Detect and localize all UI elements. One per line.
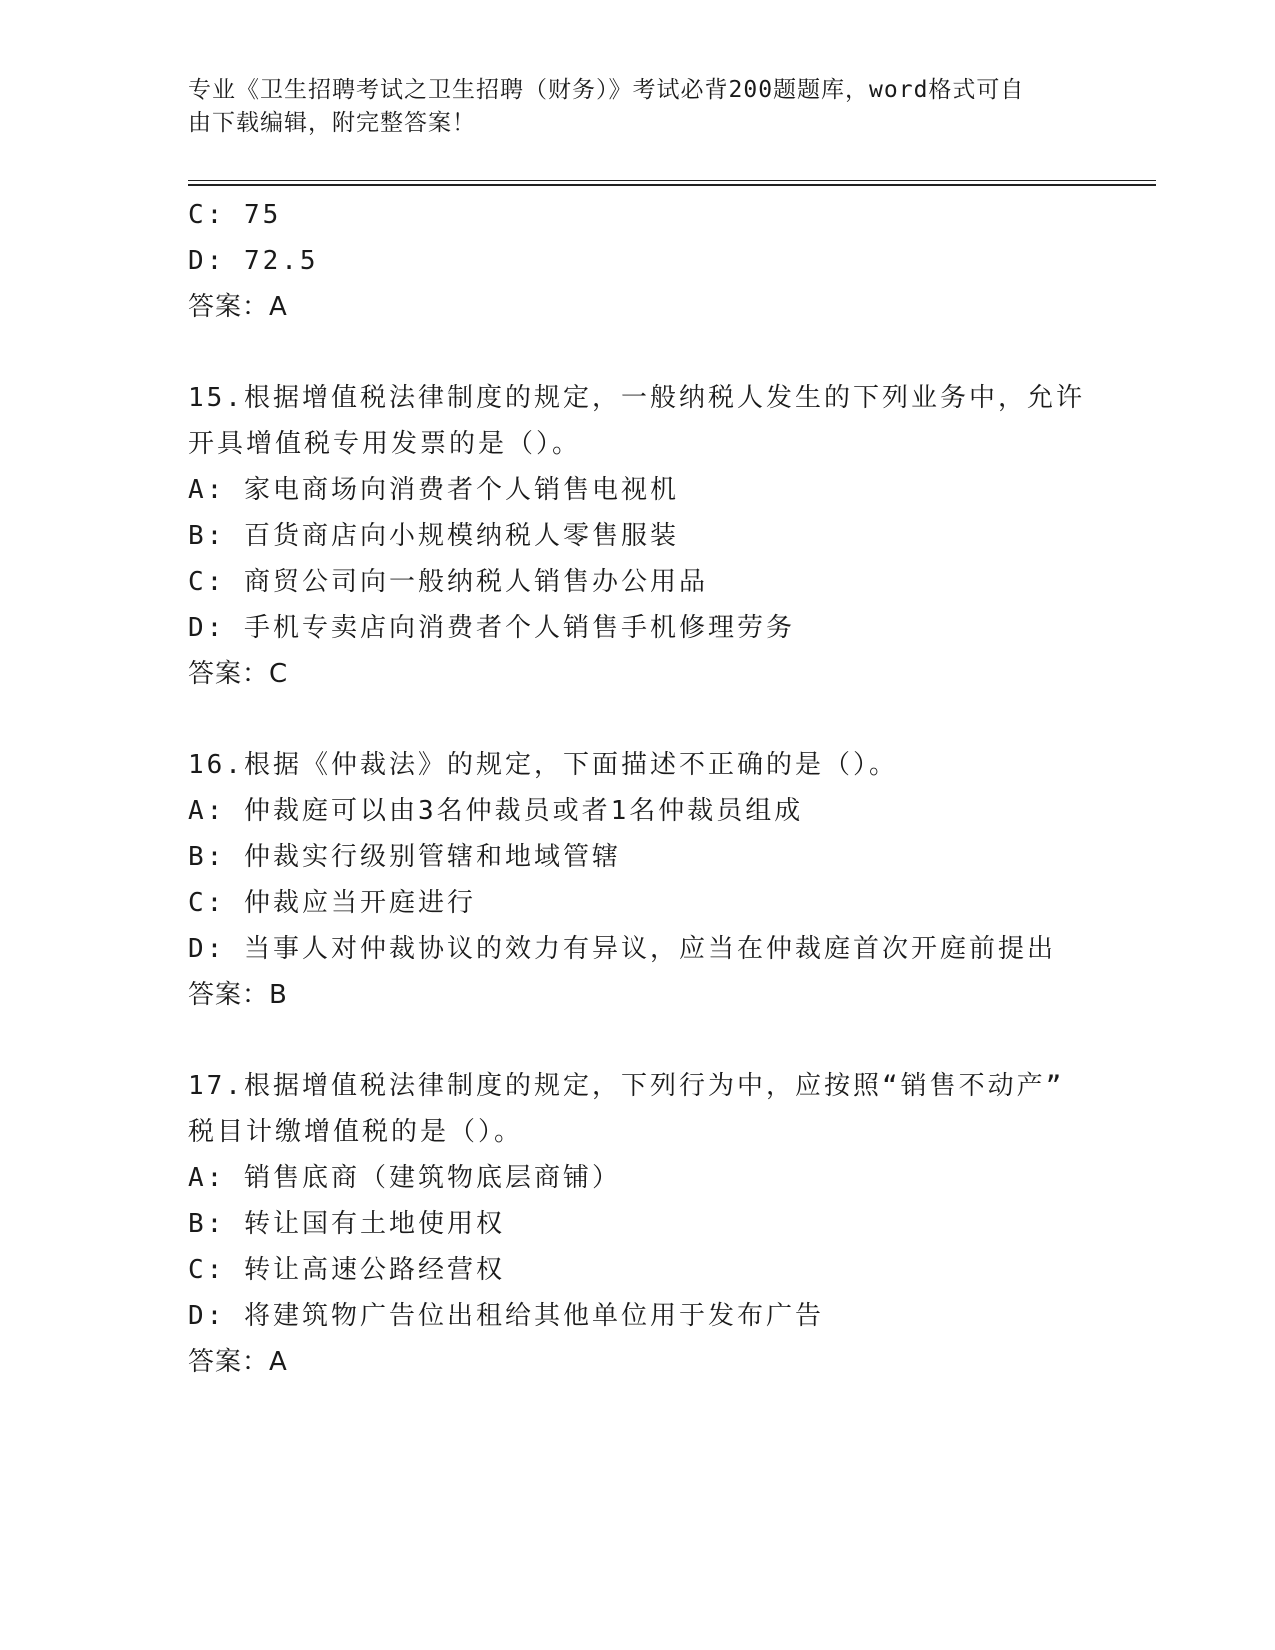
answer-line: 答案：B xyxy=(188,980,288,1010)
header-line-1: 专业《卫生招聘考试之卫生招聘（财务）》考试必背200题题库，word格式可自 xyxy=(188,77,1025,103)
header-divider-thin xyxy=(188,180,1156,181)
question-stem-line-1: 16.根据《仲裁法》的规定，下面描述不正确的是（）。 xyxy=(188,750,898,780)
document-header xyxy=(188,74,1078,140)
question-prev xyxy=(188,192,1088,330)
question-15 xyxy=(188,375,1088,697)
question-16 xyxy=(188,742,1088,1018)
option-b: B: 转让国有土地使用权 xyxy=(188,1209,505,1239)
option-d: D: 将建筑物广告位出租给其他单位用于发布广告 xyxy=(188,1301,824,1331)
question-17 xyxy=(188,1063,1088,1385)
option-c: C: 仲裁应当开庭进行 xyxy=(188,888,476,918)
question-stem-line-2: 开具增值税专用发票的是（）。 xyxy=(188,429,582,459)
question-list xyxy=(188,192,1088,1385)
option-b: B: 百货商店向小规模纳税人零售服装 xyxy=(188,521,679,551)
header-line-2: 由下载编辑，附完整答案！ xyxy=(188,110,476,136)
answer-line: 答案：A xyxy=(188,1347,288,1377)
question-stem-line-2: 税目计缴增值税的是（）。 xyxy=(188,1117,524,1147)
option-a: A: 销售底商（建筑物底层商铺） xyxy=(188,1163,621,1193)
option-c: C: 商贸公司向一般纳税人销售办公用品 xyxy=(188,567,708,597)
option-d: D: 手机专卖店向消费者个人销售手机修理劳务 xyxy=(188,613,795,643)
header-divider-thick xyxy=(188,184,1156,186)
spacer xyxy=(188,1018,1088,1063)
option-d: D: 当事人对仲裁协议的效力有异议，应当在仲裁庭首次开庭前提出 xyxy=(188,934,1056,964)
spacer xyxy=(188,697,1088,742)
option-b: B: 仲裁实行级别管辖和地域管辖 xyxy=(188,842,621,872)
option-a: A: 仲裁庭可以由3名仲裁员或者1名仲裁员组成 xyxy=(188,796,804,826)
question-stem-line-1: 15.根据增值税法律制度的规定，一般纳税人发生的下列业务中，允许 xyxy=(188,383,1085,413)
question-stem-line-1: 17.根据增值税法律制度的规定，下列行为中，应按照“销售不动产” xyxy=(188,1071,1065,1101)
answer-line: 答案：C xyxy=(188,659,289,689)
spacer xyxy=(188,330,1088,375)
option-a: A: 家电商场向消费者个人销售电视机 xyxy=(188,475,679,505)
answer-line: 答案：A xyxy=(188,292,288,322)
option-d: D: 72.5 xyxy=(188,246,319,276)
option-c: C: 转让高速公路经营权 xyxy=(188,1255,505,1285)
option-c: C: 75 xyxy=(188,200,282,230)
